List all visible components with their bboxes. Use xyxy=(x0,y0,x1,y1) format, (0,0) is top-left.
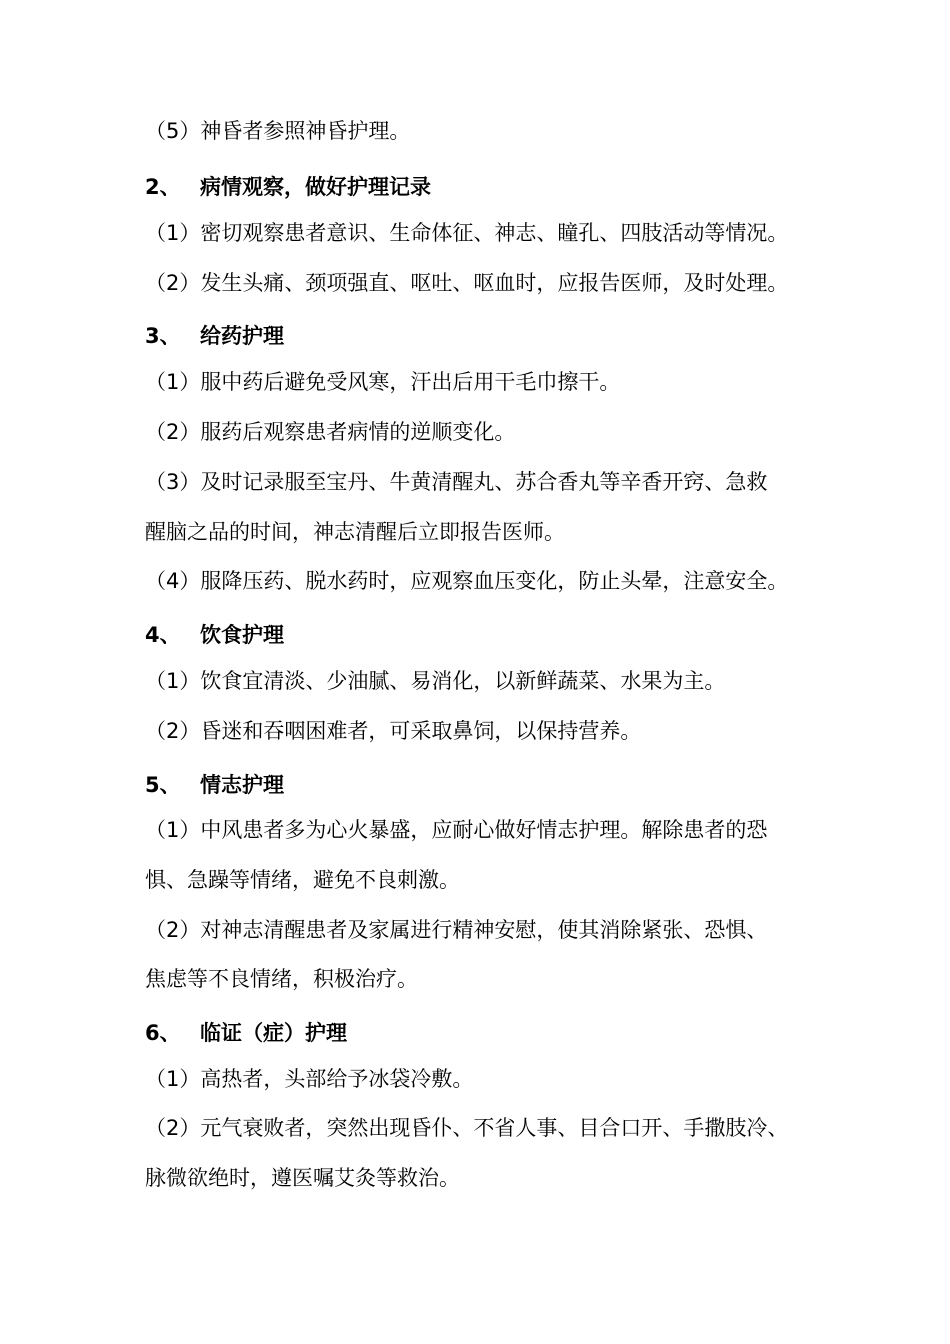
section-2-title: 病情观察，做好护理记录 xyxy=(200,175,431,199)
section-5-title: 情志护理 xyxy=(200,773,284,797)
item-6-2-text: （2）元气衰败者，突然出现昏仆、不省人事、目合口开、手撒肢冷、 xyxy=(145,1116,789,1140)
item-6-1-text: （1）高热者，头部给予冰袋冷敷。 xyxy=(145,1067,474,1091)
item-6-2-continued: 脉微欲绝时，遵医嘱艾灸等救治。 xyxy=(145,1166,460,1190)
item-3-2-text: （2）服药后观察患者病情的逆顺变化。 xyxy=(145,420,516,444)
section-3-number: 3、 xyxy=(145,324,181,348)
section-3-title: 给药护理 xyxy=(200,324,284,348)
item-5-1a-continued: 惧、急躁等情绪，避免不良刺激。 xyxy=(145,868,460,892)
section-6-title: 临证（症）护理 xyxy=(200,1021,347,1045)
section-5-heading xyxy=(145,770,825,800)
item-3-3-text: （3）及时记录服至宝丹、牛黄清醒丸、苏合香丸等辛香开窍、急救 xyxy=(145,470,768,494)
item-5-2-text: （2）对神志清醒患者及家属进行精神安慰，使其消除紧张、恐惧、 xyxy=(145,918,768,942)
item-4-1-text: （1）饮食宜清淡、少油腻、易消化，以新鲜蔬菜、水果为主。 xyxy=(145,669,726,693)
item-4-2-text: （2）昏迷和吞咽困难者，可采取鼻饲，以保持营养。 xyxy=(145,719,642,743)
section-4-number: 4、 xyxy=(145,623,181,647)
item-5-1-text: （5）神昏者参照神昏护理。 xyxy=(145,119,411,143)
section-5-number: 5、 xyxy=(145,773,181,797)
item-3-3-continued: 醒脑之品的时间，神志清醒后立即报告医师。 xyxy=(145,520,565,544)
section-6-number: 6、 xyxy=(145,1021,181,1045)
item-3-1-text: （1）服中药后避免受风寒，汗出后用干毛巾擦干。 xyxy=(145,370,621,394)
item-2-2-text: （2）发生头痛、颈项强直、呕吐、呕血时，应报告医师，及时处理。 xyxy=(145,271,789,295)
item-3-4-text: （4）服降压药、脱水药时，应观察血压变化，防止头晕，注意安全。 xyxy=(145,569,789,593)
section-3-heading xyxy=(145,321,825,351)
item-5-2-continued: 焦虑等不良情绪，积极治疗。 xyxy=(145,967,418,991)
section-2-heading xyxy=(145,172,825,202)
section-6-heading xyxy=(145,1018,825,1048)
section-4-title: 饮食护理 xyxy=(200,623,284,647)
item-5-1a-text: （1）中风患者多为心火暴盛，应耐心做好情志护理。解除患者的恐 xyxy=(145,818,768,842)
item-2-1-text: （1）密切观察患者意识、生命体征、神志、瞳孔、四肢活动等情况。 xyxy=(145,221,789,245)
section-2-number: 2、 xyxy=(145,175,181,199)
section-4-heading xyxy=(145,620,825,650)
